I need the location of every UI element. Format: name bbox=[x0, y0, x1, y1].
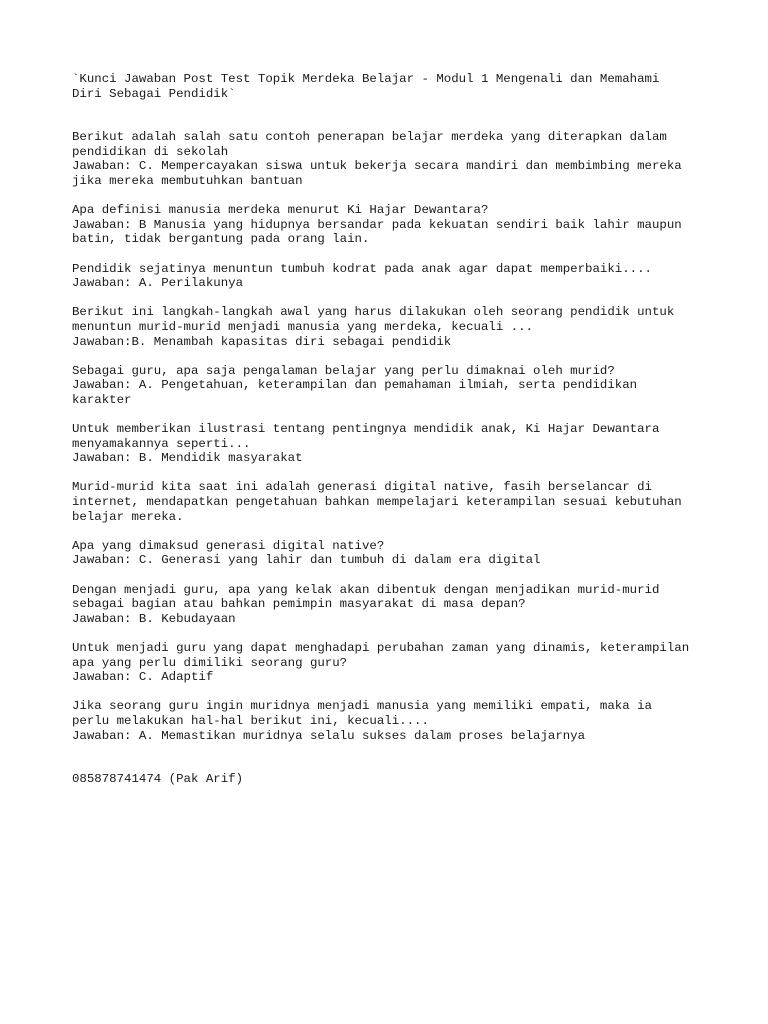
question-text: perlu melakukan hal-hal berikut ini, kecuali.... bbox=[72, 713, 429, 728]
qa-item-10 bbox=[72, 641, 712, 685]
statement-text: Murid-murid kita saat ini adalah generasi digital native, fasih berselancar di bbox=[72, 480, 652, 495]
question-text: Dengan menjadi guru, apa yang kelak akan dibentuk dengan menjadikan murid-murid bbox=[72, 582, 660, 597]
document-page bbox=[72, 72, 712, 787]
question-text: pendidikan di sekolah bbox=[72, 144, 229, 159]
answer-text: Jawaban: C. Mempercayakan siswa untuk bekerja secara mandiri dan membimbing mereka bbox=[72, 159, 682, 174]
answer-text: Jawaban: C. Generasi yang lahir dan tumbuh di dalam era digital bbox=[72, 553, 541, 568]
qa-item-3 bbox=[72, 262, 712, 291]
question-text: Apa yang dimaksud generasi digital native? bbox=[72, 538, 385, 553]
question-text: Jika seorang guru ingin muridnya menjadi manusia yang memiliki empati, maka ia bbox=[72, 699, 652, 714]
contact-text: 085878741474 (Pak Arif) bbox=[72, 772, 244, 787]
question-text: Sebagai guru, apa saja pengalaman belajar yang perlu dimaknai oleh murid? bbox=[72, 363, 615, 378]
document-title bbox=[72, 72, 712, 101]
answer-text: Jawaban: B. Mendidik masyarakat bbox=[72, 451, 303, 466]
qa-item-8 bbox=[72, 539, 712, 568]
question-text: Berikut adalah salah satu contoh penerapan belajar merdeka yang diterapkan dalam bbox=[72, 130, 667, 145]
answer-text: Jawaban: A. Pengetahuan, keterampilan dan pemahaman ilmiah, serta pendidikan bbox=[72, 378, 638, 393]
qa-item-9 bbox=[72, 583, 712, 627]
contact-info bbox=[72, 772, 712, 787]
answer-text: batin, tidak bergantung pada orang lain. bbox=[72, 232, 370, 247]
question-text: Untuk memberikan ilustrasi tentang pentingnya mendidik anak, Ki Hajar Dewantara bbox=[72, 422, 660, 437]
question-text: menuntun murid-murid menjadi manusia yang merdeka, kecuali ... bbox=[72, 319, 534, 334]
answer-text: karakter bbox=[72, 392, 132, 407]
qa-item-6 bbox=[72, 422, 712, 466]
question-text: Apa definisi manusia merdeka menurut Ki Hajar Dewantara? bbox=[72, 203, 489, 218]
answer-text: Jawaban: C. Adaptif bbox=[72, 670, 214, 685]
answer-text: Jawaban: B. Kebudayaan bbox=[72, 611, 236, 626]
qa-item-1 bbox=[72, 130, 712, 188]
qa-item-7 bbox=[72, 480, 712, 524]
qa-item-4 bbox=[72, 305, 712, 349]
answer-text: Jawaban:B. Menambah kapasitas diri sebagai pendidik bbox=[72, 334, 452, 349]
question-text: apa yang perlu dimiliki seorang guru? bbox=[72, 655, 348, 670]
question-text: sebagai bagian atau bahkan pemimpin masyarakat di masa depan? bbox=[72, 597, 526, 612]
question-text: Pendidik sejatinya menuntun tumbuh kodrat pada anak agar dapat memperbaiki.... bbox=[72, 261, 652, 276]
statement-text: belajar mereka. bbox=[72, 509, 184, 524]
qa-item-11 bbox=[72, 699, 712, 743]
question-text: menyamakannya seperti... bbox=[72, 436, 251, 451]
answer-text: Jawaban: A. Perilakunya bbox=[72, 276, 244, 291]
statement-text: internet, mendapatkan pengetahuan bahkan mempelajari keterampilan sesuai kebutuhan bbox=[72, 495, 682, 510]
answer-text: Jawaban: A. Memastikan muridnya selalu sukses dalam proses belajarnya bbox=[72, 728, 586, 743]
qa-item-5 bbox=[72, 364, 712, 408]
question-text: Berikut ini langkah-langkah awal yang harus dilakukan oleh seorang pendidik untuk bbox=[72, 305, 675, 320]
title-line: Diri Sebagai Pendidik` bbox=[72, 86, 236, 101]
answer-text: jika mereka membutuhkan bantuan bbox=[72, 173, 303, 188]
question-text: Untuk menjadi guru yang dapat menghadapi perubahan zaman yang dinamis, keterampilan bbox=[72, 640, 690, 655]
title-line: `Kunci Jawaban Post Test Topik Merdeka Belajar - Modul 1 Mengenali dan Memahami bbox=[72, 72, 660, 86]
qa-item-2 bbox=[72, 203, 712, 247]
answer-text: Jawaban: B Manusia yang hidupnya bersandar pada kekuatan sendiri baik lahir maupun bbox=[72, 217, 682, 232]
